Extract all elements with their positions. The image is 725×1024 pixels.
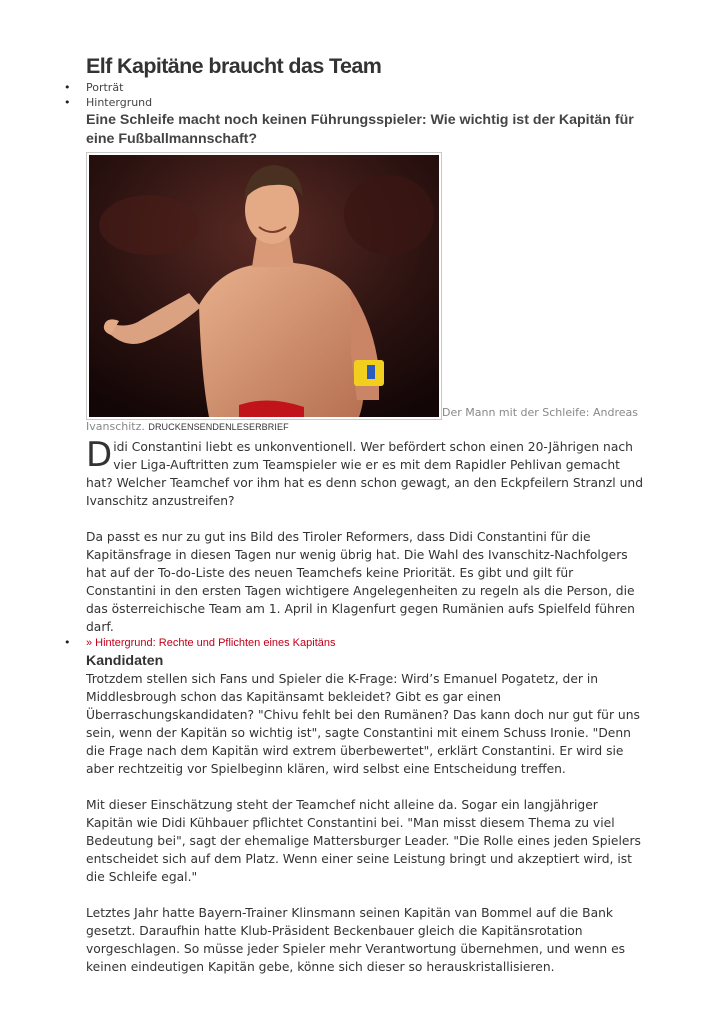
player-photo-illustration (89, 155, 439, 417)
article-tools-links[interactable]: DRUCKENSENDENLESERBRIEF (148, 422, 289, 432)
tag-item[interactable]: • Hintergrund (86, 95, 646, 110)
body-paragraph (86, 435, 646, 510)
body-paragraph: Da passt es nur zu gut ins Bild des Tiroler Reformers, dass Didi Constantini für die Kapitänsfrage in diesen Tagen nur wenig übrig hat. Die Wahl des Ivanschitz-Nachfolgers hat auf der To-do-Liste des neuen Teamchefs keine Priorität. Es gibt und gilt für Constantini in den ersten Tagen wichtigere Angelegenheiten zu regeln als die Person, die das österreichische Team am 1. April in Klagenfurt gegen Rumänien aufs Spielfeld führen darf. (86, 530, 635, 634)
section-paragraph: Trotzdem stellen sich Fans und Spieler die K-Frage: Wird’s Emanuel Pogatetz, der in Middlesbrough schon das Kapitänsamt bekleidet? Gibt es gar einen Überraschungskandidaten? "Chivu fehlt bei den Rumänen? Das kann doch nur gut für uns sein, wenn der Kapitän so wichtig ist", sagte Constantini mit einem Schuss Ironie. "Denn die Frage nach dem Kapitän wird extrem überbewertet", erklärt Constantini. Er wird sie aber rechtzeitig vor Spielbeginn klären, wird selbst eine Entscheidung treffen. (86, 672, 640, 776)
tag-item[interactable]: • Porträt (86, 80, 646, 95)
article-subtitle: Eine Schleife macht noch keinen Führungsspieler: Wie wichtig ist der Kapitän für eine Fußballmannschaft? (86, 112, 634, 147)
related-link[interactable]: » Hintergrund: Rechte und Pflichten eines Kapitäns (86, 637, 336, 649)
related-links (86, 636, 646, 650)
paragraph-text: idi Constantini liebt es unkonventionell. Wer befördert schon einen 20-Jährigen nach vier Liga-Auftritten zum Teamspieler wie er es mit dem Rapidler Pehlivan gemacht hat? Welcher Teamchef vor ihm hat es denn schon gewagt, an den Eckpfeilern Stranzl und Ivanschitz anzustreifen? (86, 440, 644, 508)
photo-block (86, 152, 646, 434)
article-title: Elf Kapitäne braucht das Team (86, 54, 382, 78)
section-body (86, 670, 646, 976)
drop-cap: D (86, 435, 113, 475)
section-paragraph: Letztes Jahr hatte Bayern-Trainer Klinsmann seinen Kapitän van Bommel auf die Bank gesetzt. Daraufhin hatte Klub-Präsident Beckenbauer gleich die Kapitänsrotation vorgeschlagen. So müsse jeder Spieler mehr Verantwortung übernehmen, und wenn es keinen eindeutigen Kapitän gebe, könne sich dieser so herauskristallisieren. (86, 906, 626, 974)
related-link-item (86, 636, 646, 650)
section-heading: Kandidaten (86, 653, 164, 669)
article-body (86, 435, 646, 636)
article (86, 52, 646, 994)
tag-list (86, 80, 646, 110)
section-paragraph: Mit dieser Einschätzung steht der Teamchef nicht alleine da. Sogar ein langjähriger Kapitän wie Didi Kühbauer pflichtet Constantini bei. "Man misst diesem Thema zu viel Bedeutung bei", sagt der ehemalige Mattersburger Leader. "Die Rolle eines jeden Spielers entscheidet sich auf dem Platz. Wenn einer seine Leistung bringt und akzeptiert wird, ist die Schleife egal." (86, 798, 641, 884)
article-photo (86, 152, 442, 420)
photo-caption: Der Mann mit der Schleife: Andreas Ivanschitz. (86, 406, 639, 433)
